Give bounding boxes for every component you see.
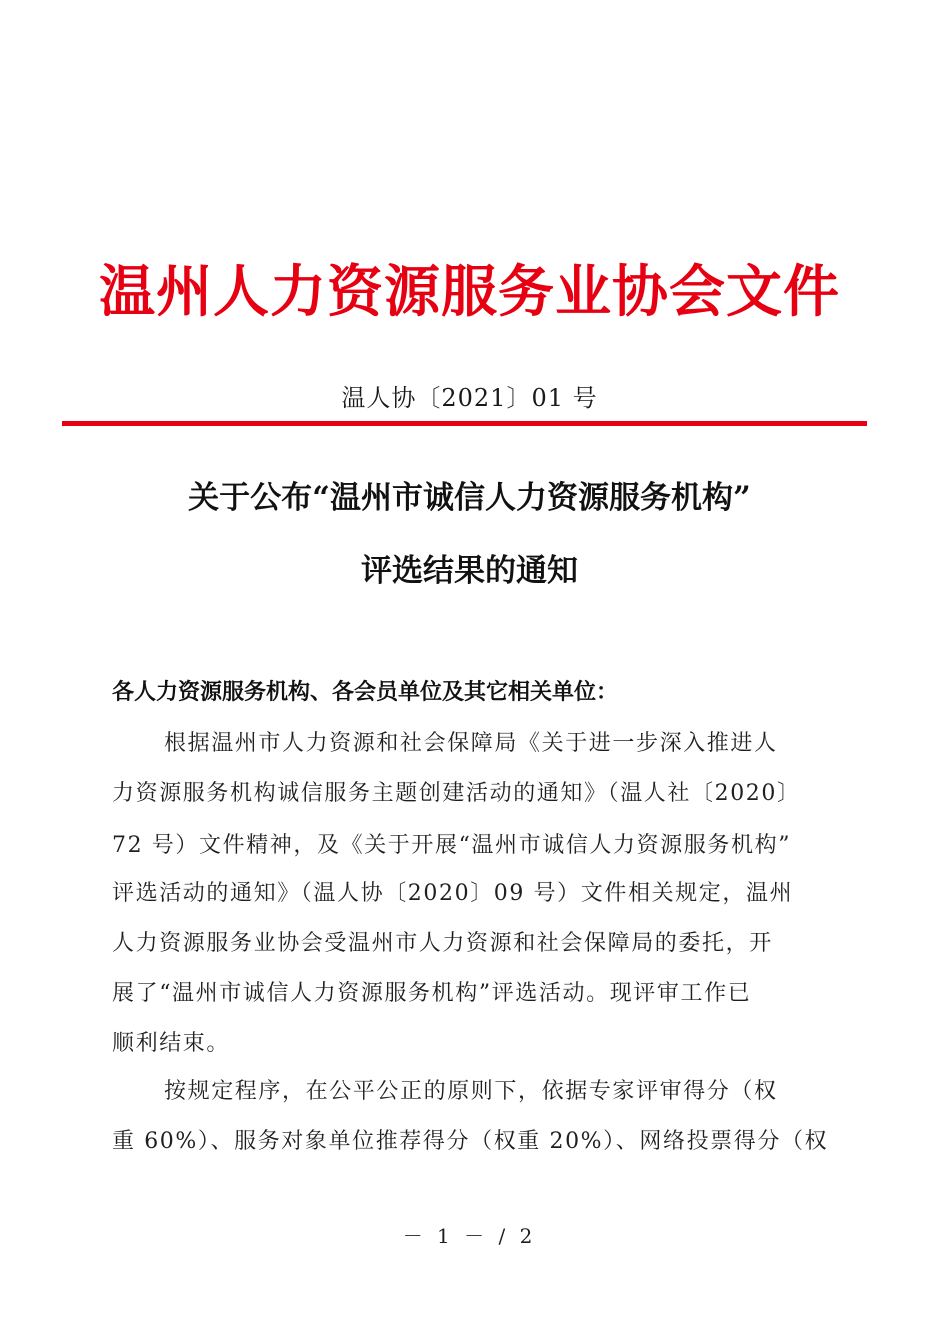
- page-number: － 1 － / 2: [402, 1224, 537, 1248]
- paragraph-2-line: 重 60%）、服务对象单位推荐得分（权重 20%）、网络投票得分（权: [112, 1129, 829, 1154]
- red-divider-line: [62, 421, 867, 426]
- paragraph-2-line: 按规定程序，在公平公正的原则下，依据专家评审得分（权: [164, 1079, 778, 1104]
- paragraph-1-line: 人力资源服务业协会受温州市人力资源和社会保障局的委托，开: [112, 931, 773, 956]
- paragraph-1-line: 根据温州市人力资源和社会保障局《关于进一步深入推进人: [164, 731, 778, 756]
- paragraph-1-line: 顺利结束。: [112, 1031, 231, 1056]
- salutation: 各人力资源服务机构、各会员单位及其它相关单位：: [112, 679, 619, 705]
- organization-header: 温州人力资源服务业协会文件: [99, 259, 840, 325]
- paragraph-1-line: 72 号）文件精神，及《关于开展“温州市诚信人力资源服务机构”: [112, 833, 792, 858]
- notice-title-line-1: 关于公布“温州市诚信人力资源服务机构”: [188, 480, 751, 516]
- paragraph-1-line: 力资源服务机构诚信服务主题创建活动的通知》（温人社〔2020〕: [112, 781, 801, 806]
- paragraph-1-line: 评选活动的通知》（温人协〔2020〕09 号）文件相关规定，温州: [112, 881, 794, 906]
- paragraph-1-line: 展了“温州市诚信人力资源服务机构”评选活动。现评审工作已: [112, 981, 752, 1006]
- notice-title-line-2: 评选结果的通知: [361, 553, 578, 589]
- document-number: 温人协〔2021〕01 号: [341, 384, 598, 412]
